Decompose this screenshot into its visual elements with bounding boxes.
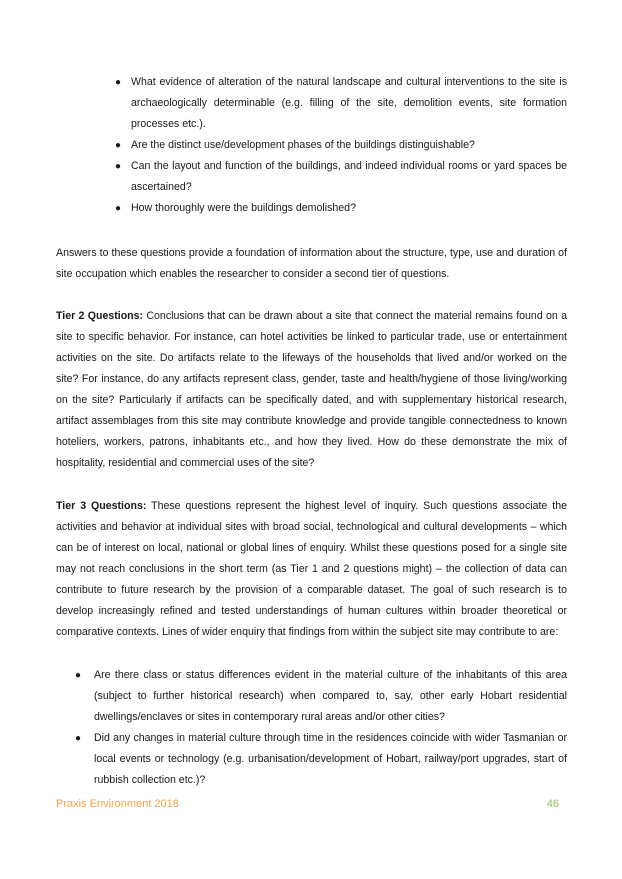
bullet-icon: ●	[115, 203, 122, 214]
list-item	[115, 198, 567, 219]
intro-paragraph: Answers to these questions provide a foundation of information about the structure, type, use and duration of site occupation which enables the researcher to consider a second tier of questions.	[56, 247, 567, 280]
bullet-icon: ●	[75, 670, 82, 681]
tier2-heading: Tier 2 Questions:	[56, 310, 144, 322]
tier3-text: These questions represent the highest level of inquiry. Such questions associate the activities and behavior at individual sites with broad social, technological and cultural developments – which can be of interest on local, national or global lines of enquiry. Whilst these questions posed for a single site may not reach conclusions in the short term (as Tier 1 and 2 questions might) – the collection of data can contribute to future research by the provision of a comparable dataset. The goal of such research is to develop increasingly refined and tested understandings of human cultures within broader theoretical or comparative contexts. Lines of wider enquiry that findings from within the subject site may contribute to are:	[56, 500, 568, 638]
page-number: 46	[546, 798, 559, 810]
tier2-paragraph	[56, 306, 567, 474]
list-item	[115, 72, 567, 135]
bullet-list-tier3	[75, 665, 567, 791]
bullet-icon: ●	[115, 77, 122, 88]
list-item	[115, 156, 567, 198]
list-item	[115, 135, 567, 156]
list-item-text: What evidence of alteration of the natural landscape and cultural interventions to the site is archaeologically determinable (e.g. filling of the site, demolition events, site formation processes etc.).	[131, 76, 567, 130]
bullet-list-tier1	[115, 72, 567, 219]
list-item-text: How thoroughly were the buildings demolished?	[131, 202, 356, 214]
list-item-text: Did any changes in material culture through time in the residences coincide with wider Tasmanian or local events or technology (e.g. urbanisation/development of Hobart, railway/port upgrades, start of rubbish collection etc.)?	[94, 732, 567, 786]
footer-company: Praxis Environment 2018	[56, 798, 179, 810]
bullet-icon: ●	[115, 140, 122, 151]
tier2-text: Conclusions that can be drawn about a site that connect the material remains found on a site to specific behavior. For instance, can hotel activities be linked to particular trade, use or entertainment activities on the site. Do artifacts relate to the lifeways of the households that lived and/or worked on the site? For instance, do any artifacts represent class, gender, taste and health/hygiene of those living/working on the site? Particularly if artifacts can be specifically dated, and with supplementary historical research, artifact assemblages from this site may contribute knowledge and provide tangible connectedness to known hoteliers, workers, patrons, inhabitants etc., and how they lived. How do these demonstrate the mix of hospitality, residential and commercial uses of the site?	[56, 310, 568, 469]
list-item	[75, 665, 567, 728]
tier3-paragraph	[56, 496, 567, 643]
bullet-icon: ●	[75, 733, 82, 744]
list-item-text: Are there class or status differences evident in the material culture of the inhabitants of this area (subject to further historical research) when compared to, say, other early Hobart residential dwellings/enclaves or sites in contemporary rural areas and/or other cities?	[94, 669, 567, 723]
list-item-text: Can the layout and function of the buildings, and indeed individual rooms or yard spaces be ascertained?	[131, 160, 567, 193]
tier3-heading: Tier 3 Questions:	[56, 500, 147, 512]
list-item	[75, 728, 567, 791]
bullet-icon: ●	[115, 161, 122, 172]
list-item-text: Are the distinct use/development phases of the buildings distinguishable?	[131, 139, 475, 151]
